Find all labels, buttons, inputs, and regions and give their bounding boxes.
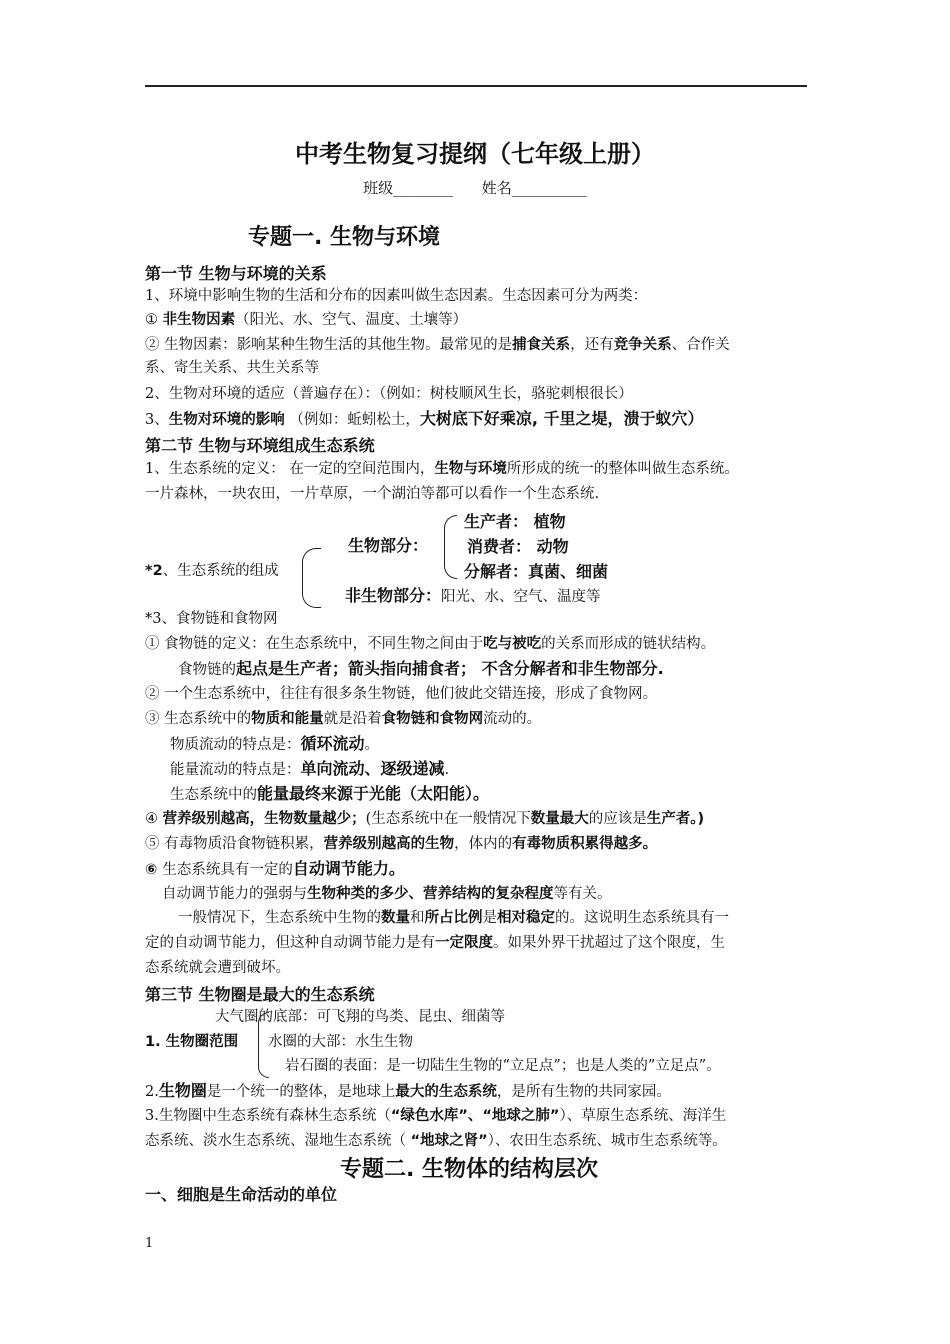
paragraph: 3.生物圈中生态系统有森林生态系统（“绿色水库”、“地球之肺”）、草原生态系统、海洋生: [145, 1108, 727, 1124]
topic-1-heading: 专题一. 生物与环境: [248, 225, 441, 250]
hydrosphere-item: 水圈的大部：水生生物: [268, 1034, 413, 1050]
brace: [302, 548, 321, 608]
paragraph: 定的自动调节能力，但这种自动调节能力是有一定限度。如果外界干扰超过了这个限度，生: [145, 935, 725, 951]
consumer-item: 消费者： 动物: [467, 537, 569, 556]
decomposer-item: 分解者：真菌、细菌: [464, 562, 609, 581]
class-field: 班级________: [363, 179, 454, 197]
paragraph: 3、生物对环境的影响 （例如：蚯蚓松土，大树底下好乘凉, 千里之堤，溃于蚁穴）: [145, 409, 704, 428]
paragraph: ① 食物链的定义：在生态系统中，不同生物之间由于吃与被吃的关系而形成的链状结构。: [145, 636, 716, 652]
paragraph: 食物链的起点是生产者；箭头指向捕食者； 不含分解者和非生物部分.: [178, 659, 664, 678]
brace: [444, 515, 457, 579]
paragraph: 一般情况下，生态系统中生物的数量和所占比例是相对稳定的。这说明生态系统具有一: [178, 910, 729, 926]
paragraph: 能量流动的特点是：单向流动、逐级递减.: [170, 759, 450, 778]
paragraph: ② 一个生态系统中，往往有很多条生物链，他们彼此交错连接，形成了食物网。: [145, 686, 658, 702]
atmosphere-item: 大气圈的底部：可飞翔的鸟类、昆虫、细菌等: [215, 1009, 505, 1025]
biosphere-range-label: 1. 生物圈范围: [145, 1034, 239, 1050]
topic-2-subheading: 一、细胞是生命活动的单位: [145, 1185, 338, 1204]
page-number: 1: [145, 1236, 154, 1251]
paragraph: ③ 生态系统中的物质和能量就是沿着食物链和食物网流动的。: [145, 711, 542, 727]
section-3-heading: 第三节 生物圈是最大的生态系统: [145, 985, 375, 1004]
paragraph: 物质流动的特点是：循环流动。: [170, 734, 380, 753]
nonbio-line: 非生物部分：阳光、水、空气、温度等: [345, 586, 601, 605]
lithosphere-item: 岩石圈的表面：是一切陆生生物的“立足点”；也是人类的”立足点”。: [285, 1058, 721, 1074]
paragraph: 态系统、淡水生态系统、湿地生态系统（ “地球之肾”）、农田生态系统、城市生态系统等。: [145, 1133, 727, 1149]
paragraph: ⑥ 生态系统具有一定的自动调节能力。: [145, 859, 405, 878]
section-2-heading: 第二节 生物与环境组成生态系统: [145, 436, 375, 455]
topic-2-heading: 专题二. 生物体的结构层次: [340, 1157, 599, 1182]
page-title: 中考生物复习提纲（七年级上册）: [295, 140, 655, 168]
name-field: 姓名__________: [481, 179, 587, 197]
paragraph: ② 生物因素：影响某种生物生活的其他生物。最常见的是捕食关系，还有竞争关系、合作关: [145, 337, 730, 353]
paragraph: 2、生物对环境的适应（普遍存在）：（例如：树枝顺风生长，骆驼刺根很长）: [145, 386, 633, 402]
paragraph: ① 非生物因素（阳光、水、空气、温度、土壤等）: [145, 312, 468, 328]
bio-part-label: 生物部分：: [348, 536, 429, 555]
paragraph: 一片森林，一块农田，一片草原，一个湖泊等都可以看作一个生态系统.: [145, 486, 600, 502]
paragraph: 自动调节能力的强弱与生物种类的多少、营养结构的复杂程度等有关。: [162, 886, 612, 902]
paragraph: ⑤ 有毒物质沿食物链积累，营养级别越高的生物，体内的有毒物质积累得越多。: [145, 836, 658, 852]
paragraph: 1、环境中影响生物的生活和分布的因素叫做生态因素。生态因素可分为两类：: [145, 288, 648, 304]
paragraph: 生态系统中的能量最终来源于光能（太阳能）。: [170, 784, 490, 803]
class-name-line: [0, 177, 950, 198]
paragraph: 系、寄生关系、共生关系等: [145, 360, 319, 376]
paragraph: 1、生态系统的定义： 在一定的空间范围内，生物与环境所形成的统一的整体叫做生态系统。: [145, 461, 739, 477]
header-rule: [145, 85, 807, 87]
section-1-heading: 第一节 生物与环境的关系: [145, 264, 327, 283]
paragraph: *3、食物链和食物网: [145, 611, 278, 627]
composition-label: *2、生态系统的组成: [145, 563, 279, 579]
paragraph: 2.生物圈是一个统一的整体，是地球上最大的生态系统，是所有生物的共同家园。: [145, 1081, 671, 1100]
paragraph: ④ 营养级别越高，生物数量越少；(生态系统中在一般情况下数量最大的应该是生产者。): [145, 811, 705, 827]
producer-item: 生产者： 植物: [464, 512, 566, 531]
paragraph: 态系统就会遭到破坏。: [145, 960, 290, 976]
